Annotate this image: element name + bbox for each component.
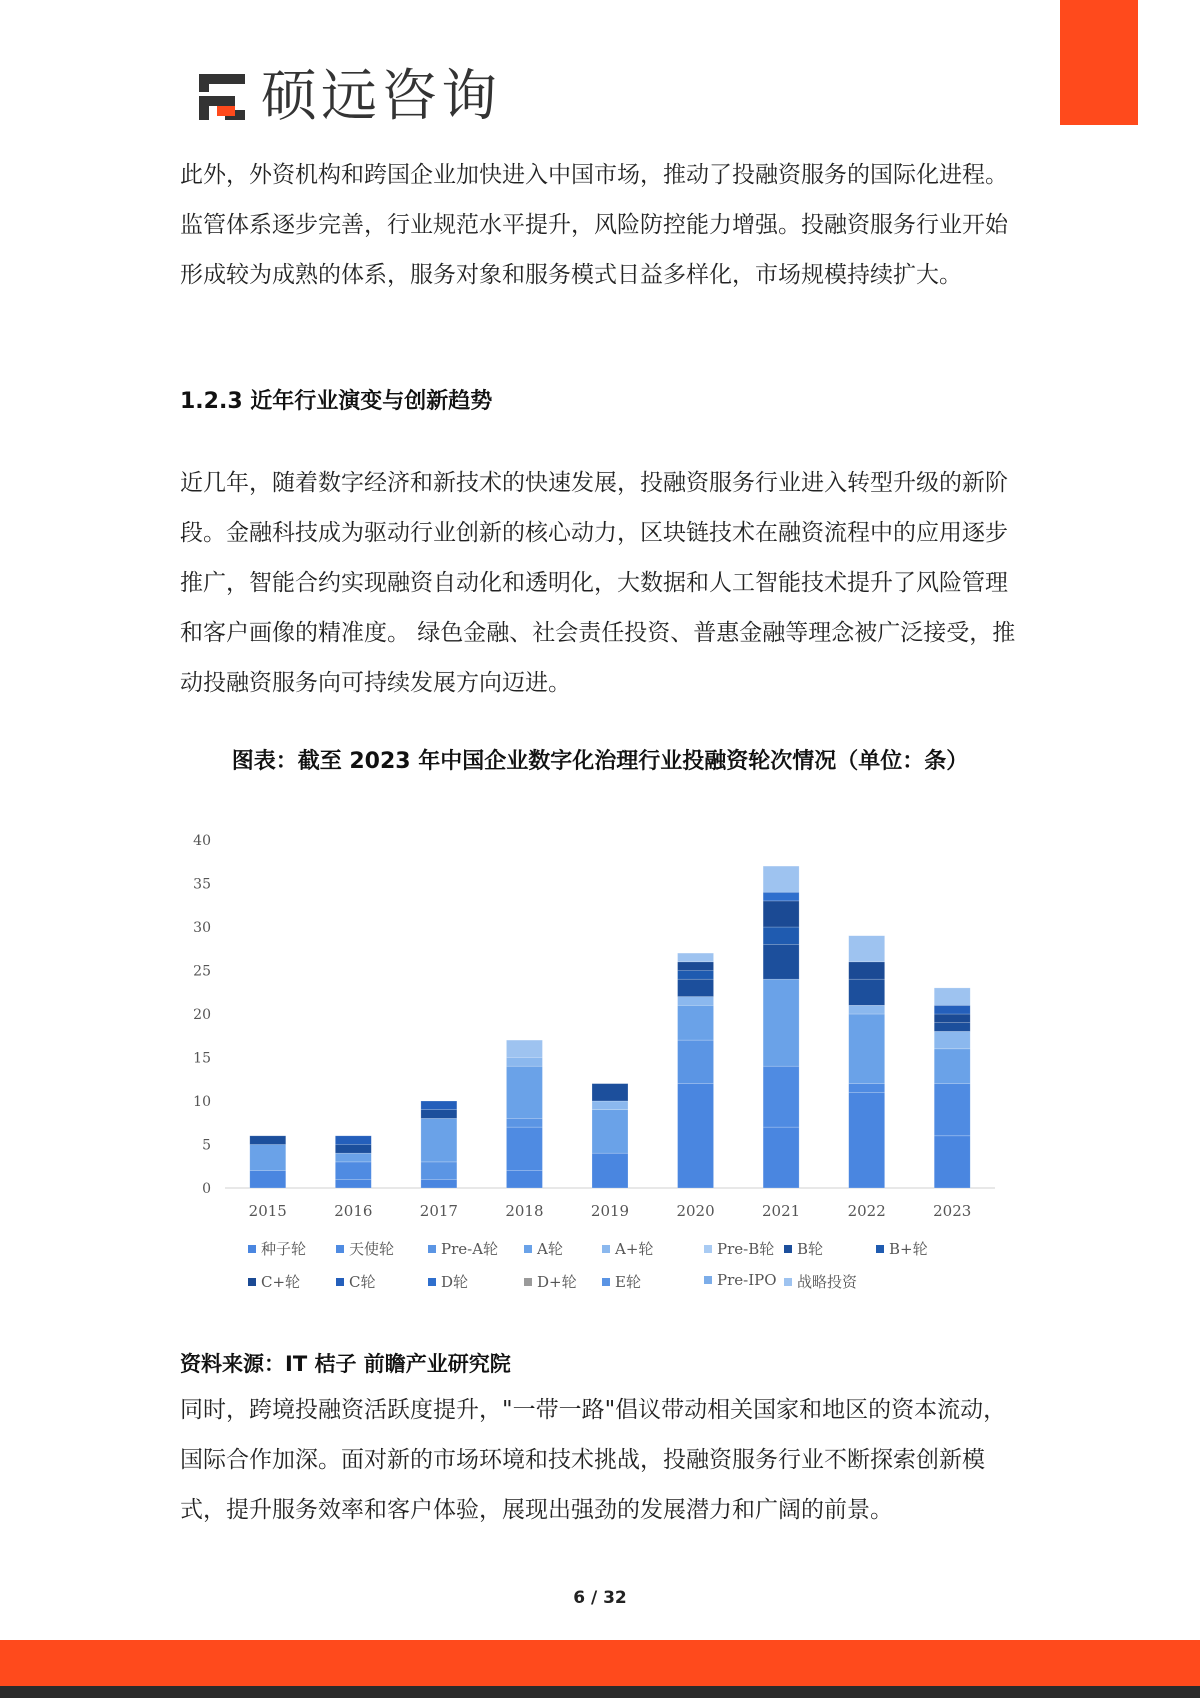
legend-label: Pre-B轮 [717,1240,775,1258]
legend-item [876,1238,928,1259]
bar-segment [849,979,885,1005]
legend-swatch [336,1278,344,1286]
bar-segment [763,1127,799,1188]
bar-segment [849,936,885,962]
legend-swatch [524,1278,532,1286]
legend-label: D轮 [441,1273,469,1291]
legend-swatch [602,1245,610,1253]
legend-label: Pre-A轮 [441,1240,499,1258]
bar-segment [934,1014,970,1023]
y-tick-label: 0 [202,1181,211,1197]
bar-segment [592,1084,628,1101]
bar-segment [763,866,799,892]
bar-segment [849,1084,885,1093]
bar-segment [678,971,714,980]
bar-segment [506,1127,542,1171]
legend-item [602,1238,653,1259]
legend-swatch [784,1245,792,1253]
paragraph-intro: 此外，外资机构和跨国企业加快进入中国市场，推动了投融资服务的国际化进程。监管体系逐步完善，行业规范水平提升，风险防控能力增强。投融资服务行业开始形成较为成熟的体系，服务对象和服务模式日益多样化，市场规模持续扩大。 [180,162,1008,288]
source-note: 资料来源：IT 桔子 前瞻产业研究院 [180,1352,511,1376]
footer-bar [0,1640,1200,1686]
y-tick-label: 30 [193,920,211,936]
bar-segment [335,1153,371,1162]
bar-segment [678,1005,714,1040]
bar-segment [678,979,714,996]
section-heading: 1.2.3 近年行业演变与创新趋势 [180,389,493,414]
x-tick-label: 2015 [248,1202,287,1220]
bar-segment [421,1101,457,1110]
bar-segment [678,1040,714,1084]
bar-segment [335,1179,371,1188]
bar-segment [763,901,799,927]
bar-segment [506,1040,542,1057]
y-tick-label: 40 [193,833,211,849]
y-tick-label: 25 [193,963,211,980]
legend-item [428,1271,468,1292]
x-tick-label: 2018 [505,1202,544,1220]
bar-segment [763,892,799,901]
bar-segment [506,1058,542,1067]
x-tick-label: 2020 [676,1202,715,1220]
footer-strip [0,1686,1200,1698]
y-tick-label: 10 [193,1094,211,1110]
legend-item [248,1238,306,1259]
bar-segment [678,962,714,971]
legend-label: 种子轮 [261,1240,307,1258]
legend-label: C+轮 [261,1273,301,1291]
legend-label: E轮 [615,1273,641,1291]
legend-swatch [248,1278,256,1286]
bar-segment [849,1092,885,1188]
legend-label: B+轮 [889,1240,928,1258]
bar-segment [934,1049,970,1084]
y-tick-label: 35 [193,876,211,893]
legend-label: C轮 [349,1273,376,1291]
legend-swatch [602,1278,610,1286]
bar-segment [763,944,799,979]
x-tick-label: 2019 [590,1202,630,1220]
paragraph-crossborder: 同时，跨境投融资活跃度提升，"一带一路"倡议带动相关国家和地区的资本流动，国际合作加深。面对新的市场环境和技术挑战，投融资服务行业不断探索创新模式，提升服务效率和客户体验，展现出强劲的发展潜力和广阔的前景。 [180,1397,1007,1523]
legend-label: 天使轮 [349,1240,395,1258]
legend-swatch [876,1245,884,1253]
bar-segment [250,1145,286,1171]
y-tick-label: 15 [193,1050,211,1067]
legend-swatch [784,1278,792,1286]
bar-segment [250,1136,286,1145]
legend-label: A轮 [537,1240,563,1258]
bar-segment [421,1110,457,1119]
legend-swatch [428,1278,436,1286]
bar-segment [678,953,714,962]
logo-mark-icon [195,70,249,124]
bar-segment [849,1005,885,1014]
bar-segment [934,988,970,1005]
y-tick-label: 5 [202,1137,211,1154]
bar-segment [763,1066,799,1127]
bar-segment [763,927,799,944]
legend-swatch [704,1245,712,1253]
legend-label: A+轮 [615,1240,654,1258]
corner-accent-tab [1060,0,1138,125]
bar-segment [421,1118,457,1162]
legend-item [602,1271,641,1292]
legend-swatch [524,1245,532,1253]
bar-segment [849,962,885,979]
y-tick-label: 20 [193,1007,211,1023]
legend-swatch [704,1276,712,1284]
bar-segment [506,1171,542,1188]
legend-swatch [248,1245,256,1253]
chart-title: 图表：截至 2023 年中国企业数字化治理行业投融资轮次情况（单位：条） [231,749,969,774]
legend-item [336,1238,394,1259]
legend-item [784,1271,857,1292]
legend-item [784,1238,823,1259]
x-tick-label: 2023 [933,1202,972,1220]
bar-segment [678,1084,714,1188]
bar-segment [934,1084,970,1136]
x-tick-label: 2017 [419,1202,458,1220]
bar-segment [335,1136,371,1145]
brand-logo [195,62,501,132]
bar-segment [506,1066,542,1118]
legend-item [524,1238,563,1259]
stacked-bar-chart [180,820,1010,1230]
legend-item [428,1238,498,1259]
bar-segment [934,1005,970,1014]
legend-swatch [336,1245,344,1253]
bar-segment [421,1179,457,1188]
legend-label: D+轮 [537,1273,577,1291]
legend-label: B轮 [797,1240,824,1258]
x-tick-label: 2016 [334,1202,373,1220]
legend-item [248,1271,300,1292]
bar-segment [250,1171,286,1188]
bar-segment [678,997,714,1006]
bar-segment [934,1031,970,1048]
logo-text: 硕远咨询 [261,64,501,129]
bar-segment [592,1110,628,1154]
bar-segment [335,1145,371,1154]
legend-item [704,1271,777,1289]
legend-label: Pre-IPO [717,1271,777,1289]
bar-segment [506,1118,542,1127]
legend-label: 战略投资 [797,1273,858,1291]
bar-segment [592,1153,628,1188]
bar-segment [849,1014,885,1084]
legend-item [524,1271,577,1292]
bar-segment [335,1162,371,1179]
bar-segment [934,1023,970,1032]
bar-segment [592,1101,628,1110]
legend-item [336,1271,375,1292]
x-tick-label: 2022 [847,1202,886,1220]
legend-swatch [428,1245,436,1253]
bar-segment [421,1162,457,1179]
legend-item [704,1238,774,1259]
bar-segment [934,1136,970,1188]
page-number: 6 / 32 [573,1588,627,1608]
bar-segment [763,979,799,1066]
x-tick-label: 2021 [762,1202,801,1220]
paragraph-trends: 近几年，随着数字经济和新技术的快速发展，投融资服务行业进入转型升级的新阶段。金融科技成为驱动行业创新的核心动力，区块链技术在融资流程中的应用逐步推广，智能合约实现融资自动化和透明化，大数据和人工智能技术提升了风险管理和客户画像的精准度。 绿色金融、社会责任投资、普惠金融等理念被广泛接受，推动投融资服务向可持续发展方向迈进。 [180,470,1016,696]
